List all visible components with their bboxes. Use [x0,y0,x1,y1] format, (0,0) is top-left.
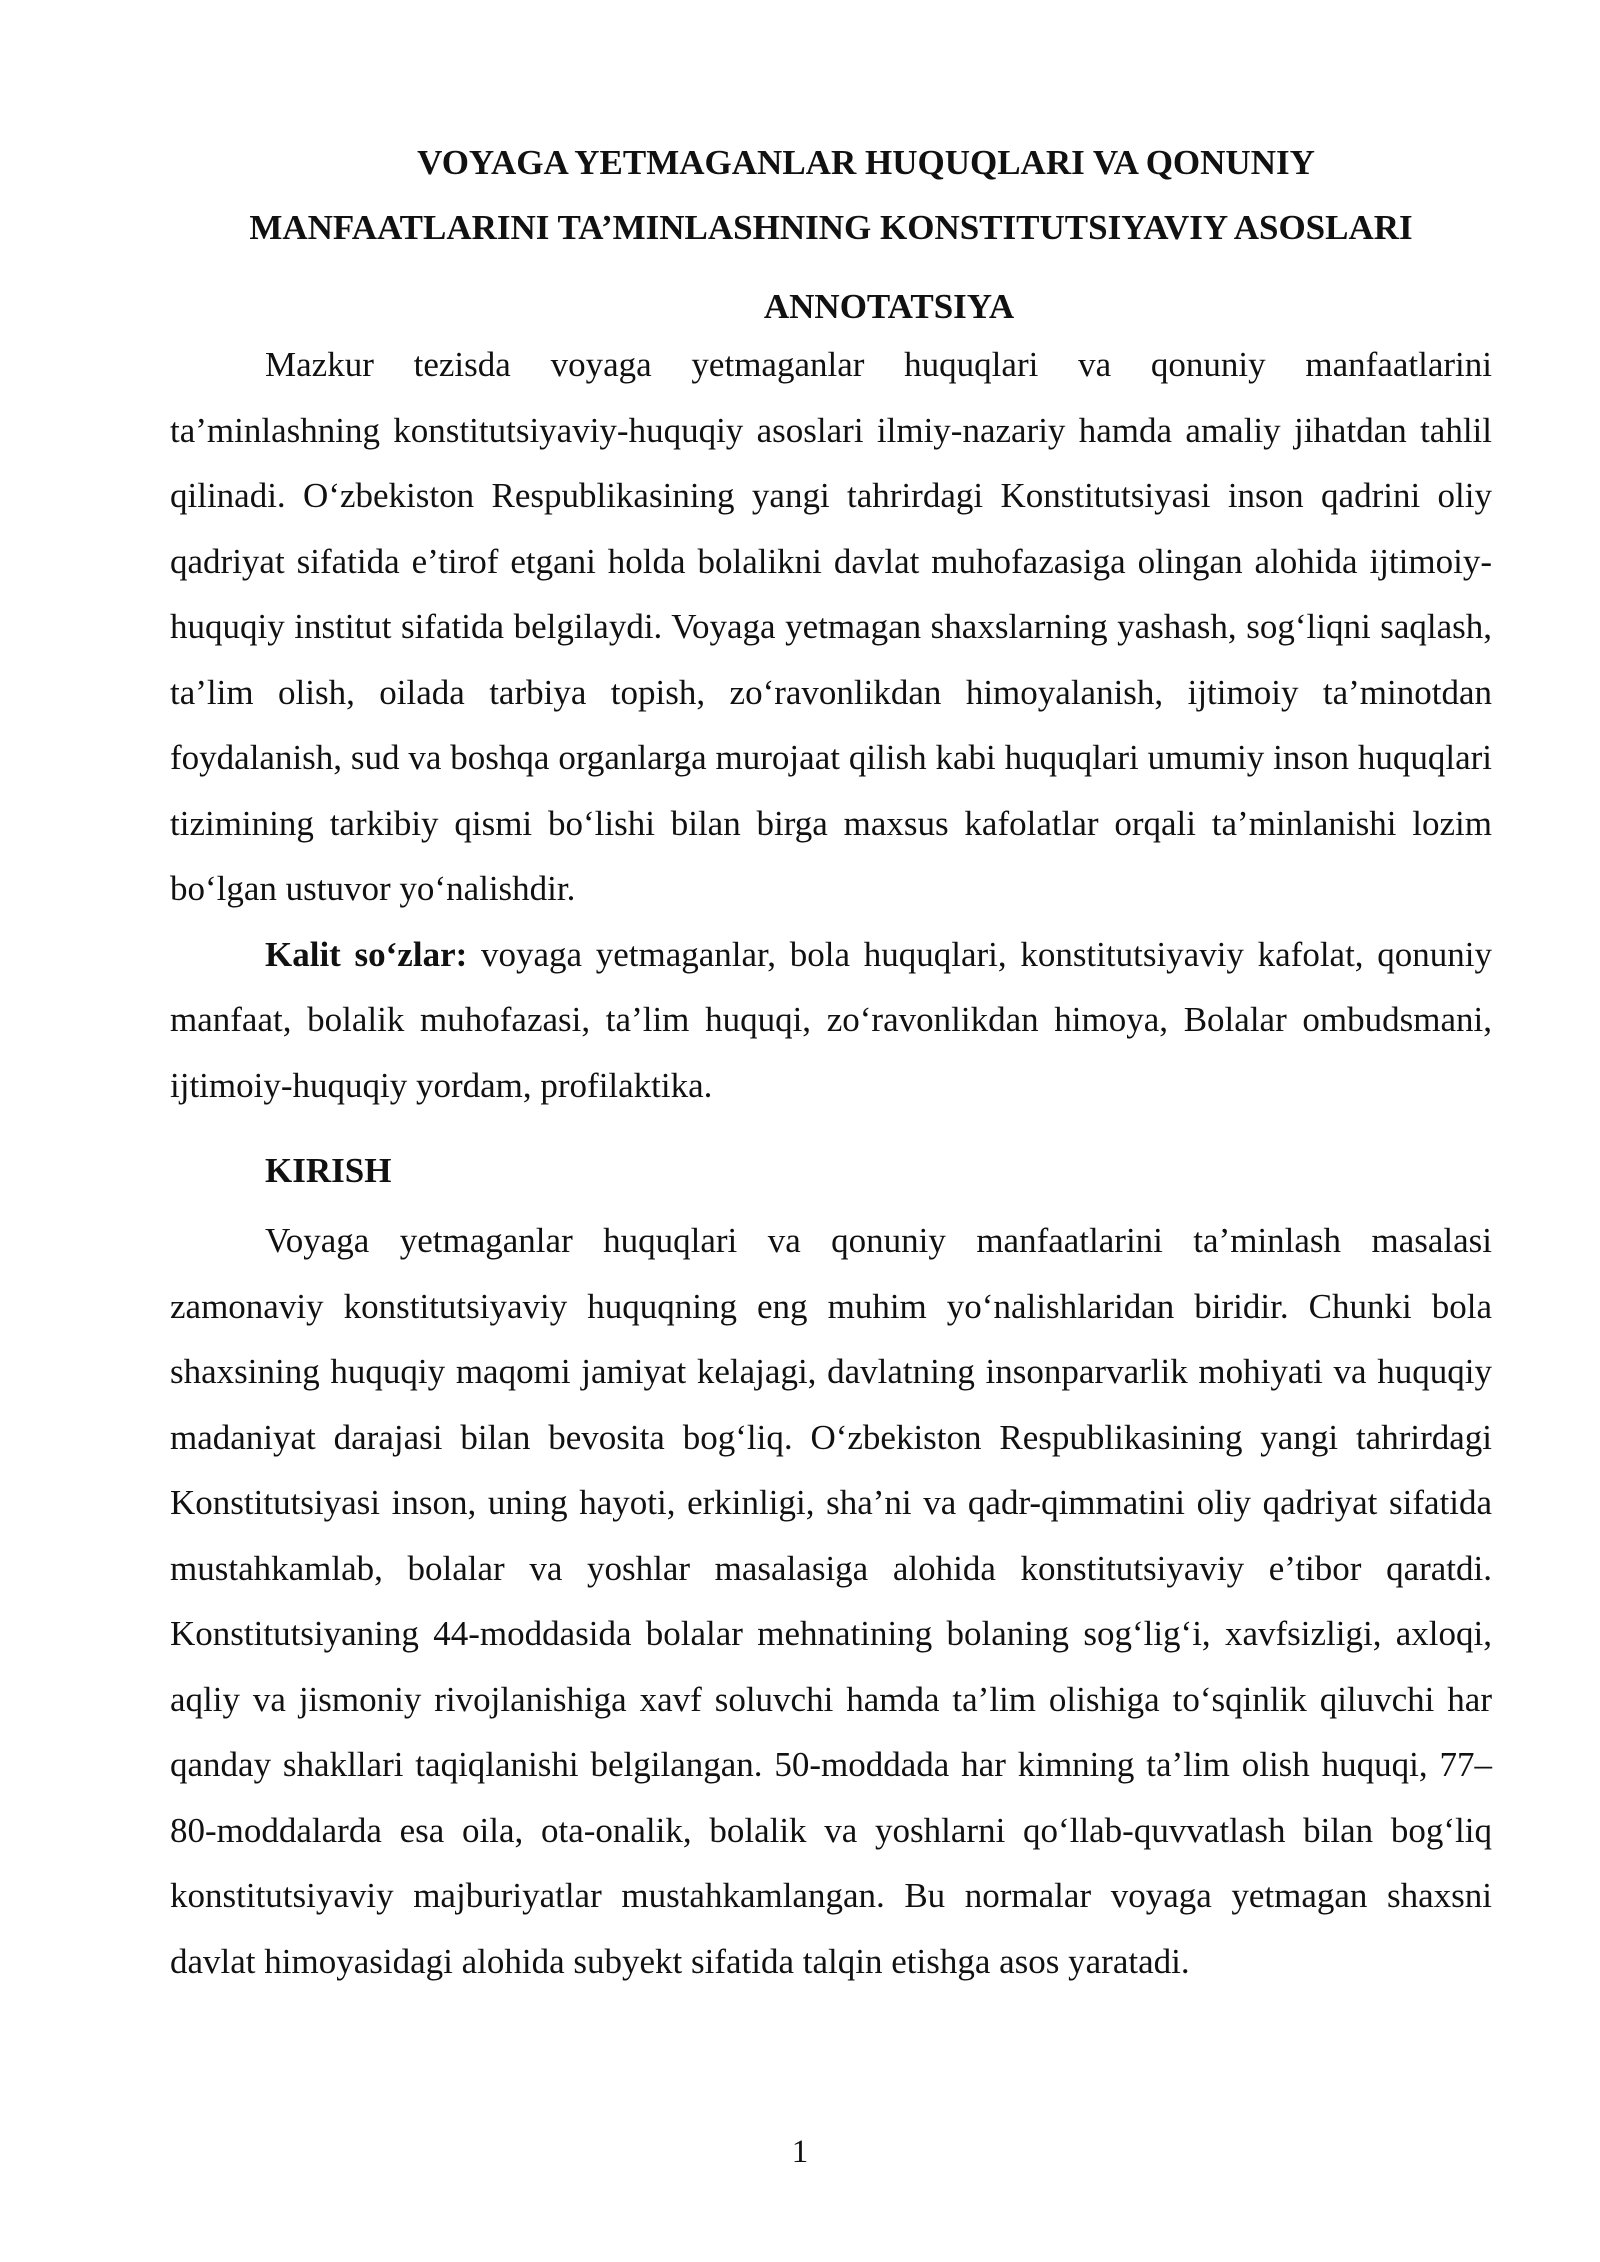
document-title [170,130,1492,260]
keywords-text: voyaga yetmaganlar, bola huquqlari, konstitutsiyaviy kafolat, qonuniy manfaat, bolalik muhofazasi, ta’lim huquqi, zo‘ravonlikdan himoya, Bolalar ombudsmani, ijtimoiy-huquqiy yordam, profilaktika. [170,934,1492,1105]
keywords-label: Kalit so‘zlar: [265,934,468,974]
intro-paragraph: Voyaga yetmaganlar huquqlari va qonuniy manfaatlarini ta’minlash masalasi zamonaviy konstitutsiyaviy huquqning eng muhim yo‘nalishlaridan biridir. Chunki bola shaxsining huquqiy maqomi jamiyat kelajagi, davlatning insonparvarlik mohiyati va huquqiy madaniyat darajasi bilan bevosita bog‘liq. O‘zbekiston Respublikasining yangi tahrirdagi Konstitutsiyasi inson, uning hayoti, erkinligi, sha’ni va qadr-qimmatini oliy qadriyat sifatida mustahkamlab, bolalar va yoshlar masalasiga alohida konstitutsiyaviy e’tibor qaratdi. Konstitutsiyaning 44-moddasida bolalar mehnatining bolaning sog‘lig‘i, xavfsizligi, axloqi, aqliy va jismoniy rivojlanishiga xavf soluvchi hamda ta’lim olishiga to‘sqinlik qiluvchi har qanday shakllari taqiqlanishi belgilangan. 50-moddada har kimning ta’lim olish huquqi, 77–80-moddalarda esa oila, ota-onalik, bolalik va yoshlarni qo‘llab-quvvatlash bilan bog‘liq konstitutsiyaviy majburiyatlar mustahkamlangan. Bu normalar voyaga yetmagan shaxsni davlat himoyasidagi alohida subyekt sifatida talqin etishga asos yaratadi. [170,1221,1492,1981]
title-line-1: VOYAGA YETMAGANLAR HUQUQLARI VA QONUNIY [417,143,1315,182]
annotation-paragraph: Mazkur tezisda voyaga yetmaganlar huquqlari va qonuniy manfaatlarini ta’minlashning konstitutsiyaviy-huquqiy asoslari ilmiy-nazariy hamda amaliy jihatdan tahlil qilinadi. O‘zbekiston Respublikasining yangi tahrirdagi Konstitutsiyasi inson qadrini oliy qadriyat sifatida e’tirof etgani holda bolalikni davlat muhofazasiga olingan alohida ijtimoiy-huquqiy institut sifatida belgilaydi. Voyaga yetmagan shaxslarning yashash, sog‘liqni saqlash, ta’lim olish, oilada tarbiya topish, zo‘ravonlikdan himoyalanish, ijtimoiy ta’minotdan foydalanish, sud va boshqa organlarga murojaat qilish kabi huquqlari umumiy inson huquqlari tizimining tarkibiy qismi bo‘lishi bilan birga maxsus kafolatlar orqali ta’minlanishi lozim bo‘lgan ustuvor yo‘nalishdir. [170,345,1492,908]
intro-heading: KIRISH [265,1151,392,1190]
keywords-paragraph [170,922,1492,1119]
title-line-2: MANFAATLARINI TA’MINLASHNING KONSTITUTSIYAVIY ASOSLARI [249,208,1413,247]
document-page [170,130,1492,1994]
annotation-heading: ANNOTATSIYA [763,287,1015,326]
page-number: 1 [791,2134,809,2170]
